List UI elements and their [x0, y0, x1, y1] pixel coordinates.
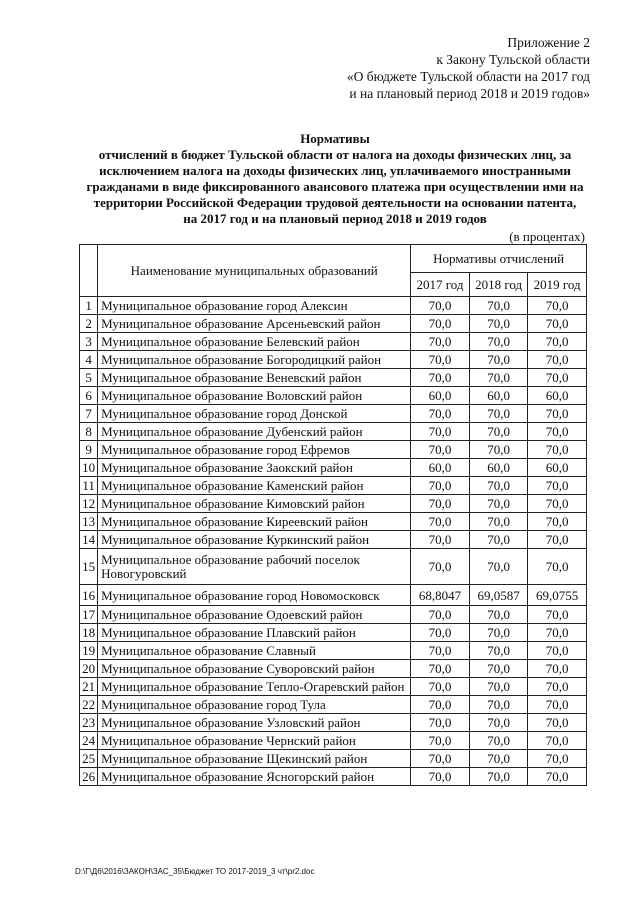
- row-number: 13: [80, 513, 98, 531]
- row-number: 24: [80, 732, 98, 750]
- norm-value-2017: 70,0: [411, 315, 470, 333]
- row-number: 5: [80, 369, 98, 387]
- municipality-name: Муниципальное образование Воловский район: [98, 387, 411, 405]
- document-title: [80, 131, 590, 227]
- norm-value-2018: 60,0: [469, 387, 528, 405]
- norm-value-2019: 70,0: [528, 714, 587, 732]
- municipality-name: Муниципальное образование Куркинский район: [98, 531, 411, 549]
- norm-value-2018: 70,0: [469, 513, 528, 531]
- appendix-line-4: и на плановый период 2018 и 2019 годов»: [349, 86, 590, 101]
- norm-value-2019: 70,0: [528, 660, 587, 678]
- row-number: 12: [80, 495, 98, 513]
- table-row: [80, 369, 587, 387]
- norm-value-2017: 70,0: [411, 750, 470, 768]
- norm-value-2018: 70,0: [469, 405, 528, 423]
- norm-value-2018: 70,0: [469, 441, 528, 459]
- file-path-footer: D:\Г\Д6\2016\ЗАКОН\ЗАС_35\Бюджет ТО 2017-2019_3 чт\pr2.doc: [75, 867, 315, 876]
- municipality-name: Муниципальное образование город Алексин: [98, 297, 411, 315]
- norm-value-2019: 70,0: [528, 351, 587, 369]
- norm-value-2017: 70,0: [411, 405, 470, 423]
- municipality-name: Муниципальное образование Плавский район: [98, 624, 411, 642]
- row-number: 4: [80, 351, 98, 369]
- norms-table: [79, 244, 587, 786]
- norm-value-2017: 60,0: [411, 459, 470, 477]
- table-row: [80, 423, 587, 441]
- norm-value-2018: 70,0: [469, 297, 528, 315]
- norm-value-2017: 70,0: [411, 696, 470, 714]
- norm-value-2018: 70,0: [469, 660, 528, 678]
- unit-note: (в процентах): [509, 229, 585, 244]
- municipality-name: Муниципальное образование Заокский район: [98, 459, 411, 477]
- header-norms: Нормативы отчислений: [411, 245, 587, 273]
- row-number: 1: [80, 297, 98, 315]
- municipality-name: Муниципальное образование Чернский район: [98, 732, 411, 750]
- row-number: 7: [80, 405, 98, 423]
- norm-value-2019: 70,0: [528, 696, 587, 714]
- table-row: [80, 549, 587, 585]
- norm-value-2019: 70,0: [528, 495, 587, 513]
- norm-value-2017: 70,0: [411, 423, 470, 441]
- norm-value-2019: 70,0: [528, 606, 587, 624]
- table-row: [80, 732, 587, 750]
- table-row: [80, 405, 587, 423]
- norm-value-2017: 70,0: [411, 333, 470, 351]
- row-number: 18: [80, 624, 98, 642]
- table-row: [80, 315, 587, 333]
- norm-value-2017: 70,0: [411, 351, 470, 369]
- table-row: [80, 459, 587, 477]
- table-row: [80, 660, 587, 678]
- title-line-4: гражданами в виде фиксированного авансового платежа при осуществлении ими на: [86, 179, 584, 194]
- header-year-2019: 2019 год: [528, 273, 587, 297]
- norm-value-2017: 70,0: [411, 678, 470, 696]
- norm-value-2019: 70,0: [528, 369, 587, 387]
- norm-value-2018: 70,0: [469, 549, 528, 585]
- municipality-name: Муниципальное образование Тепло-Огаревский район: [98, 678, 411, 696]
- norm-value-2018: 70,0: [469, 495, 528, 513]
- row-number: 2: [80, 315, 98, 333]
- row-number: 14: [80, 531, 98, 549]
- table-row: [80, 606, 587, 624]
- table-row: [80, 513, 587, 531]
- norm-value-2017: 68,8047: [411, 585, 470, 606]
- norm-value-2017: 70,0: [411, 660, 470, 678]
- row-number: 15: [80, 549, 98, 585]
- header-year-2018: 2018 год: [469, 273, 528, 297]
- table-row: [80, 768, 587, 786]
- norm-value-2019: 70,0: [528, 531, 587, 549]
- row-number: 23: [80, 714, 98, 732]
- norm-value-2018: 70,0: [469, 714, 528, 732]
- municipality-name: Муниципальное образование Узловский район: [98, 714, 411, 732]
- norm-value-2019: 70,0: [528, 315, 587, 333]
- table-row: [80, 351, 587, 369]
- table-row: [80, 585, 587, 606]
- norm-value-2019: 70,0: [528, 732, 587, 750]
- norm-value-2018: 70,0: [469, 624, 528, 642]
- title-line-2: отчислений в бюджет Тульской области от налога на доходы физических лиц, за: [98, 147, 572, 162]
- table-row: [80, 387, 587, 405]
- row-number: 6: [80, 387, 98, 405]
- norm-value-2019: 70,0: [528, 750, 587, 768]
- table-row: [80, 477, 587, 495]
- table-row: [80, 750, 587, 768]
- row-number: 22: [80, 696, 98, 714]
- row-number: 25: [80, 750, 98, 768]
- header-number: [80, 245, 98, 297]
- municipality-name: Муниципальное образование Ясногорский район: [98, 768, 411, 786]
- title-line-6: на 2017 год и на плановый период 2018 и 2019 годов: [183, 211, 487, 226]
- norm-value-2018: 70,0: [469, 678, 528, 696]
- title-line-5: территории Российской Федерации трудовой деятельности на основании патента,: [93, 195, 577, 210]
- municipality-name: Муниципальное образование Славный: [98, 642, 411, 660]
- norm-value-2017: 70,0: [411, 768, 470, 786]
- row-number: 20: [80, 660, 98, 678]
- norm-value-2019: 70,0: [528, 624, 587, 642]
- table-row: [80, 495, 587, 513]
- norm-value-2018: 70,0: [469, 642, 528, 660]
- municipality-name: Муниципальное образование Каменский район: [98, 477, 411, 495]
- norm-value-2019: 70,0: [528, 642, 587, 660]
- row-number: 21: [80, 678, 98, 696]
- norm-value-2017: 70,0: [411, 369, 470, 387]
- norm-value-2018: 70,0: [469, 750, 528, 768]
- municipality-name: Муниципальное образование рабочий поселок Новогуровский: [98, 549, 411, 585]
- norm-value-2019: 70,0: [528, 423, 587, 441]
- appendix-line-3: «О бюджете Тульской области на 2017 год: [346, 69, 590, 84]
- norm-value-2019: 70,0: [528, 549, 587, 585]
- norm-value-2017: 70,0: [411, 513, 470, 531]
- table-row: [80, 333, 587, 351]
- norm-value-2019: 69,0755: [528, 585, 587, 606]
- municipality-name: Муниципальное образование город Ефремов: [98, 441, 411, 459]
- norm-value-2017: 70,0: [411, 531, 470, 549]
- norm-value-2019: 70,0: [528, 678, 587, 696]
- norm-value-2018: 69,0587: [469, 585, 528, 606]
- row-number: 19: [80, 642, 98, 660]
- municipality-name: Муниципальное образование Богородицкий район: [98, 351, 411, 369]
- norm-value-2017: 70,0: [411, 549, 470, 585]
- appendix-line-1: Приложение 2: [507, 35, 590, 50]
- municipality-name: Муниципальное образование Веневский район: [98, 369, 411, 387]
- norm-value-2017: 70,0: [411, 297, 470, 315]
- municipality-name: Муниципальное образование город Новомосковск: [98, 585, 411, 606]
- norm-value-2018: 60,0: [469, 459, 528, 477]
- norm-value-2018: 70,0: [469, 423, 528, 441]
- row-number: 26: [80, 768, 98, 786]
- appendix-line-2: к Закону Тульской области: [436, 52, 590, 67]
- norm-value-2019: 70,0: [528, 513, 587, 531]
- norm-value-2018: 70,0: [469, 477, 528, 495]
- norm-value-2019: 60,0: [528, 387, 587, 405]
- row-number: 9: [80, 441, 98, 459]
- norm-value-2018: 70,0: [469, 351, 528, 369]
- norm-value-2017: 70,0: [411, 441, 470, 459]
- norm-value-2018: 70,0: [469, 732, 528, 750]
- norm-value-2019: 70,0: [528, 405, 587, 423]
- header-name: Наименование муниципальных образований: [98, 245, 411, 297]
- row-number: 3: [80, 333, 98, 351]
- norm-value-2019: 60,0: [528, 459, 587, 477]
- header-year-2017: 2017 год: [411, 273, 470, 297]
- norm-value-2018: 70,0: [469, 315, 528, 333]
- norm-value-2018: 70,0: [469, 369, 528, 387]
- municipality-name: Муниципальное образование Белевский район: [98, 333, 411, 351]
- norm-value-2017: 60,0: [411, 387, 470, 405]
- table-row: [80, 696, 587, 714]
- row-number: 17: [80, 606, 98, 624]
- table-row: [80, 678, 587, 696]
- municipality-name: Муниципальное образование Суворовский район: [98, 660, 411, 678]
- norm-value-2017: 70,0: [411, 714, 470, 732]
- municipality-name: Муниципальное образование Кимовский район: [98, 495, 411, 513]
- row-number: 8: [80, 423, 98, 441]
- table-row: [80, 714, 587, 732]
- municipality-name: Муниципальное образование Щекинский район: [98, 750, 411, 768]
- norm-value-2017: 70,0: [411, 642, 470, 660]
- norm-value-2019: 70,0: [528, 333, 587, 351]
- municipality-name: Муниципальное образование Киреевский район: [98, 513, 411, 531]
- norm-value-2018: 70,0: [469, 696, 528, 714]
- norm-value-2018: 70,0: [469, 768, 528, 786]
- norm-value-2019: 70,0: [528, 768, 587, 786]
- norm-value-2019: 70,0: [528, 477, 587, 495]
- table-row: [80, 441, 587, 459]
- municipality-name: Муниципальное образование город Донской: [98, 405, 411, 423]
- table-row: [80, 531, 587, 549]
- row-number: 16: [80, 585, 98, 606]
- municipality-name: Муниципальное образование Арсеньевский район: [98, 315, 411, 333]
- title-line-3: исключением налога на доходы физических лиц, уплачиваемого иностранными: [99, 163, 571, 178]
- table-row: [80, 642, 587, 660]
- norm-value-2017: 70,0: [411, 732, 470, 750]
- norm-value-2018: 70,0: [469, 531, 528, 549]
- row-number: 10: [80, 459, 98, 477]
- appendix-heading: [270, 34, 590, 102]
- norm-value-2018: 70,0: [469, 333, 528, 351]
- table-row: [80, 297, 587, 315]
- norm-value-2018: 70,0: [469, 606, 528, 624]
- table-row: [80, 624, 587, 642]
- municipality-name: Муниципальное образование Одоевский район: [98, 606, 411, 624]
- norm-value-2019: 70,0: [528, 297, 587, 315]
- norm-value-2019: 70,0: [528, 441, 587, 459]
- norm-value-2017: 70,0: [411, 606, 470, 624]
- row-number: 11: [80, 477, 98, 495]
- norm-value-2017: 70,0: [411, 495, 470, 513]
- title-line-1: Нормативы: [300, 131, 370, 146]
- municipality-name: Муниципальное образование Дубенский район: [98, 423, 411, 441]
- norm-value-2017: 70,0: [411, 624, 470, 642]
- municipality-name: Муниципальное образование город Тула: [98, 696, 411, 714]
- norm-value-2017: 70,0: [411, 477, 470, 495]
